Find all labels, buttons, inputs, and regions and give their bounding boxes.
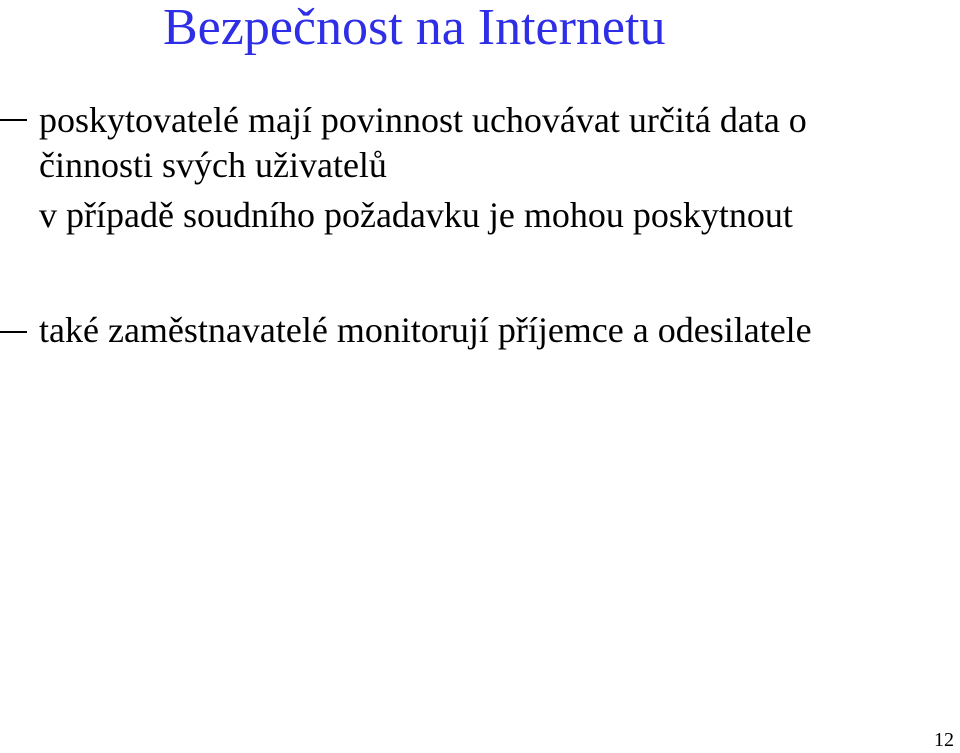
bullet-1-line-2: činnosti svých uživatelů [39, 145, 387, 185]
slide-title: Bezpečnost na Internetu [163, 0, 666, 56]
bullet-2-line-1: také zaměstnavatelé monitorují příjemce a odesilatele [39, 310, 812, 350]
dash-bullet-marker [0, 119, 27, 121]
bullet-1-line-1: poskytovatelé mají povinnost uchovávat určitá data o [39, 100, 807, 140]
dash-bullet-marker [0, 331, 27, 333]
bullet-1-line-3: v případě soudního požadavku je mohou poskytnout [39, 195, 793, 235]
page-number: 12 [934, 729, 954, 751]
